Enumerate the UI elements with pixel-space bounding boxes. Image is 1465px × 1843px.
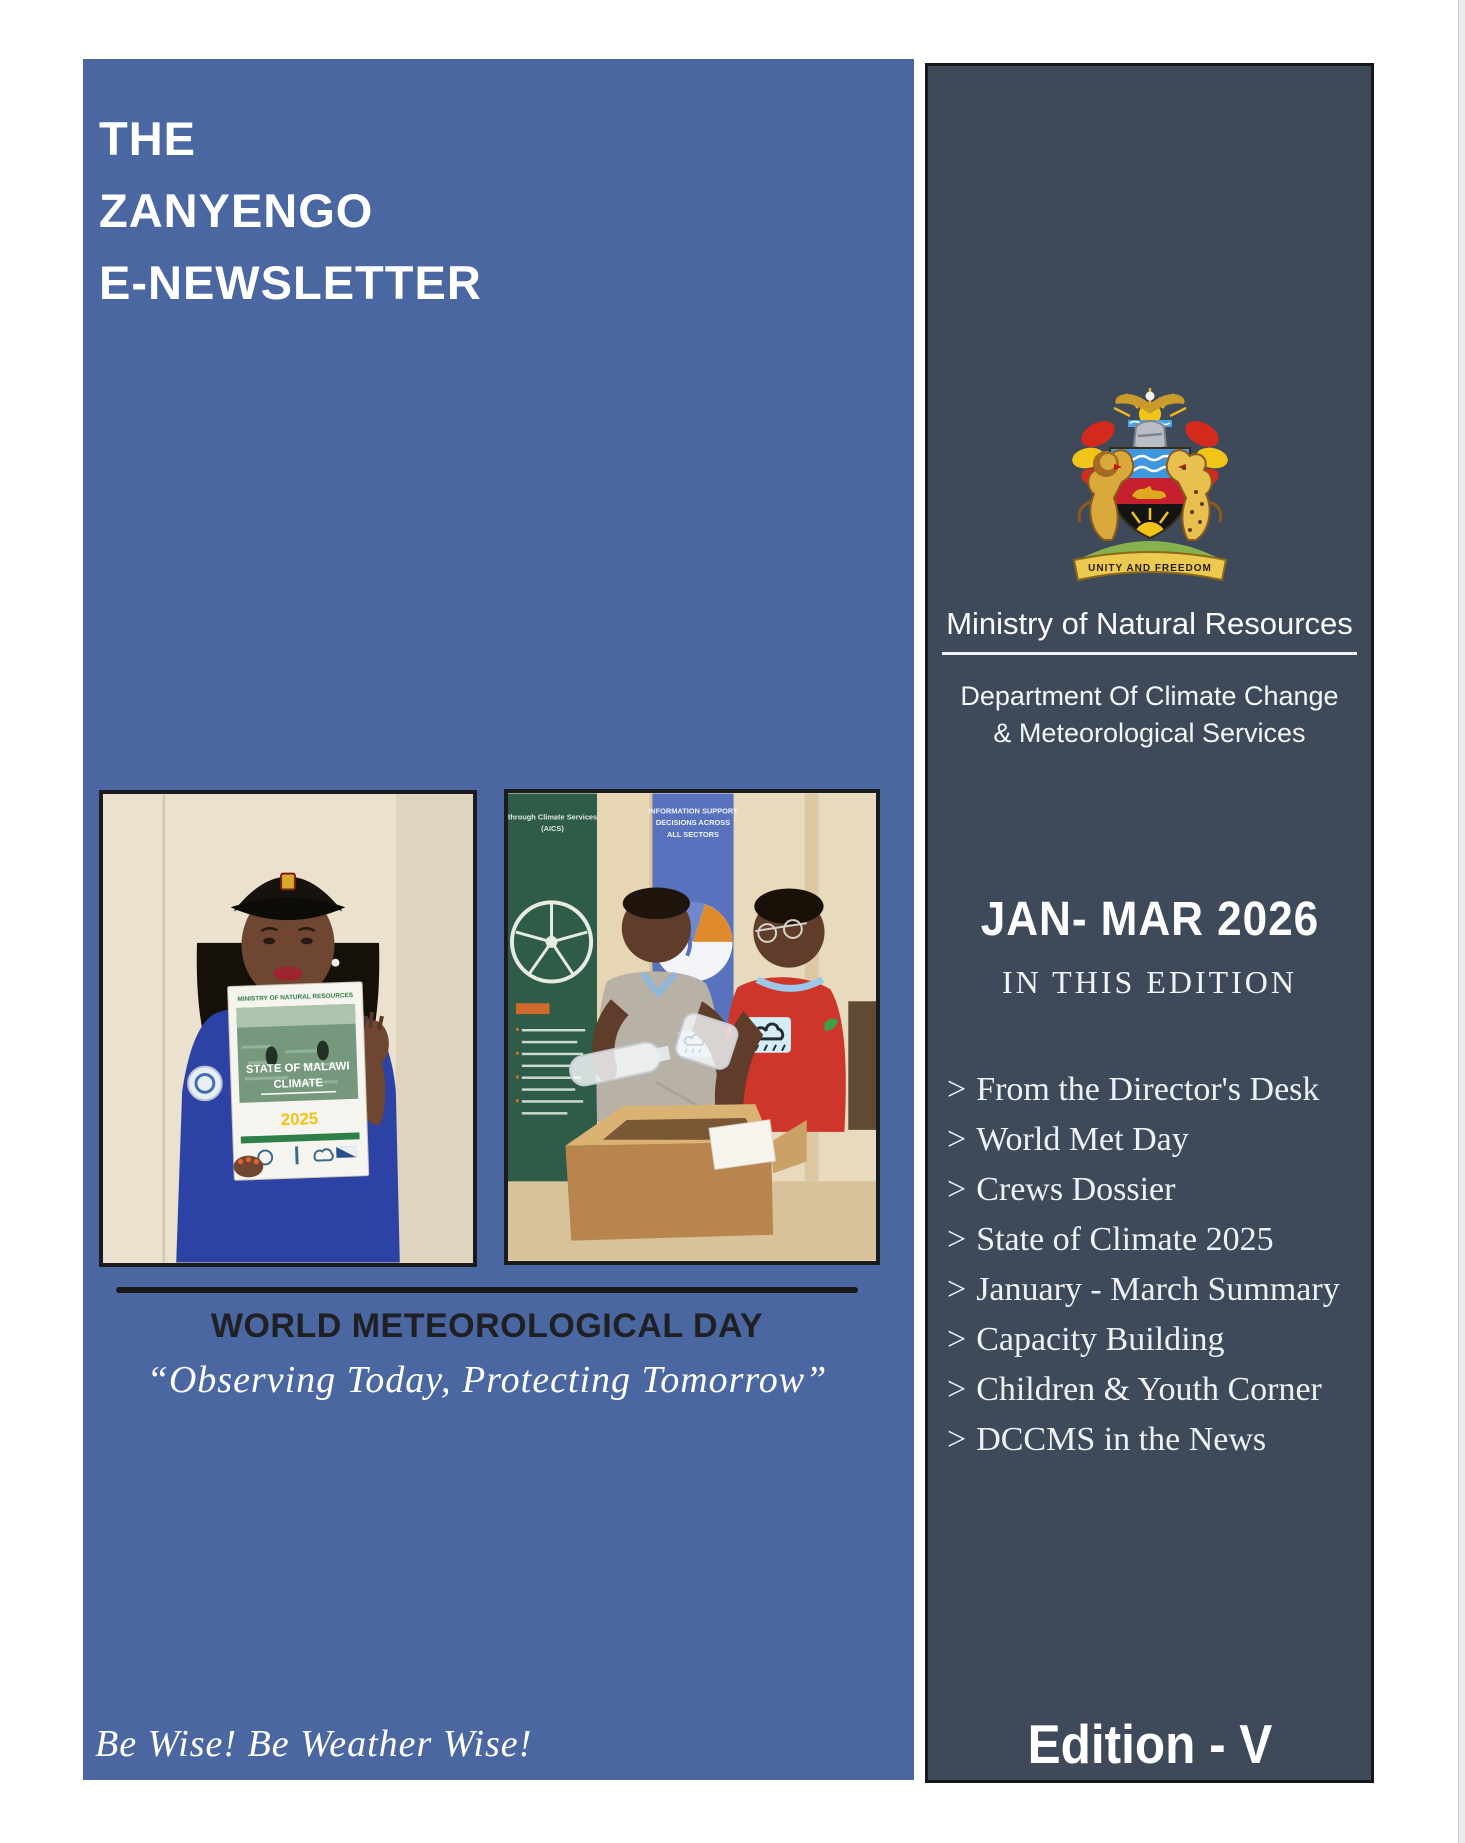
table-of-contents (947, 1065, 1365, 1465)
toc-item-state-of-climate (947, 1215, 1365, 1265)
toc-label: Crews Dossier (976, 1171, 1176, 1208)
toc-label: Children & Youth Corner (976, 1371, 1322, 1408)
toc-bullet: > (947, 1071, 967, 1108)
toc-bullet: > (947, 1421, 967, 1458)
climate-report-document (228, 982, 369, 1180)
sleeve-badge (188, 1067, 222, 1101)
toc-label: From the Director's Desk (976, 1071, 1320, 1108)
department-line1: Department Of Climate Change (960, 681, 1339, 711)
title-line-2: ZANYENGO (99, 184, 374, 237)
earring (332, 959, 340, 967)
toc-bullet: > (947, 1321, 967, 1358)
caption-divider-rule (116, 1287, 858, 1293)
blue-banner-line2: DECISIONS ACROSS (655, 818, 731, 828)
newsletter-title (99, 103, 482, 319)
report-year: 2025 (280, 1108, 319, 1130)
toc-item-children-youth (947, 1365, 1365, 1415)
green-banner-line1: through Climate Services (508, 812, 598, 822)
toc-bullet: > (947, 1221, 967, 1258)
sidebar-panel (925, 63, 1374, 1783)
toc-label: World Met Day (976, 1121, 1189, 1158)
toc-label: January - March Summary (976, 1271, 1340, 1308)
toc-item-capacity-building (947, 1315, 1365, 1365)
toc-label: DCCMS in the News (976, 1421, 1267, 1458)
blue-banner-line1: INFORMATION SUPPORT (648, 806, 738, 816)
main-panel (83, 59, 914, 1780)
edition-period-text: JAN- MAR 2026 (980, 893, 1319, 946)
toc-label: State of Climate 2025 (976, 1221, 1274, 1258)
toc-item-crews-dossier (947, 1165, 1365, 1215)
malawi-coat-of-arms (1050, 372, 1250, 584)
caption-title: WORLD METEOROLOGICAL DAY (210, 1307, 764, 1345)
photo-officer-illustration (103, 794, 473, 1263)
toc-bullet: > (947, 1171, 967, 1208)
report-header-text: MINISTRY OF NATURAL RESOURCES (237, 991, 354, 1004)
crest-motto-text: UNITY AND FREEDOM (1087, 563, 1212, 574)
toc-label: Capacity Building (976, 1321, 1225, 1358)
green-roll-up-banner (508, 794, 597, 1182)
title-line-1: THE (99, 112, 196, 165)
toc-item-world-met-day (947, 1115, 1365, 1165)
cardboard-box (565, 1104, 806, 1241)
toc-item-directors-desk (947, 1065, 1365, 1115)
white-paper (709, 1120, 776, 1170)
toc-bullet: > (947, 1271, 967, 1308)
toc-bullet: > (947, 1121, 967, 1158)
caption-quote: “Observing Today, Protecting Tomorrow” (146, 1359, 828, 1401)
department-name (928, 678, 1371, 752)
department-line2: & Meteorological Services (993, 718, 1306, 748)
report-title-line2: CLIMATE (273, 1077, 324, 1091)
green-banner-line2: (AICS) (541, 824, 564, 834)
toc-item-jan-mar-summary (947, 1265, 1365, 1315)
toc-item-dccms-news (947, 1415, 1365, 1465)
title-line-3: E-NEWSLETTER (99, 256, 482, 309)
lips (273, 967, 303, 981)
ministry-underline (942, 652, 1357, 655)
edition-number-text: Edition - V (1027, 1713, 1272, 1775)
photo-caption (116, 1307, 858, 1402)
photo-students-illustration (508, 793, 876, 1261)
edition-number (928, 1712, 1371, 1776)
toc-bullet: > (947, 1371, 967, 1408)
photo-officer-with-report (99, 790, 477, 1267)
ministry-name: Ministry of Natural Resources (946, 606, 1353, 641)
blue-banner-line3: ALL SECTORS (666, 830, 719, 840)
photo-students-demo (504, 789, 880, 1265)
slogan-text: Be Wise! Be Weather Wise! (95, 1723, 533, 1765)
report-title-line1: STATE OF MALAWI (245, 1060, 350, 1076)
in-this-edition-heading: IN THIS EDITION (1001, 964, 1298, 1000)
page-edge-strip (1458, 0, 1465, 1843)
edition-period (928, 892, 1371, 947)
